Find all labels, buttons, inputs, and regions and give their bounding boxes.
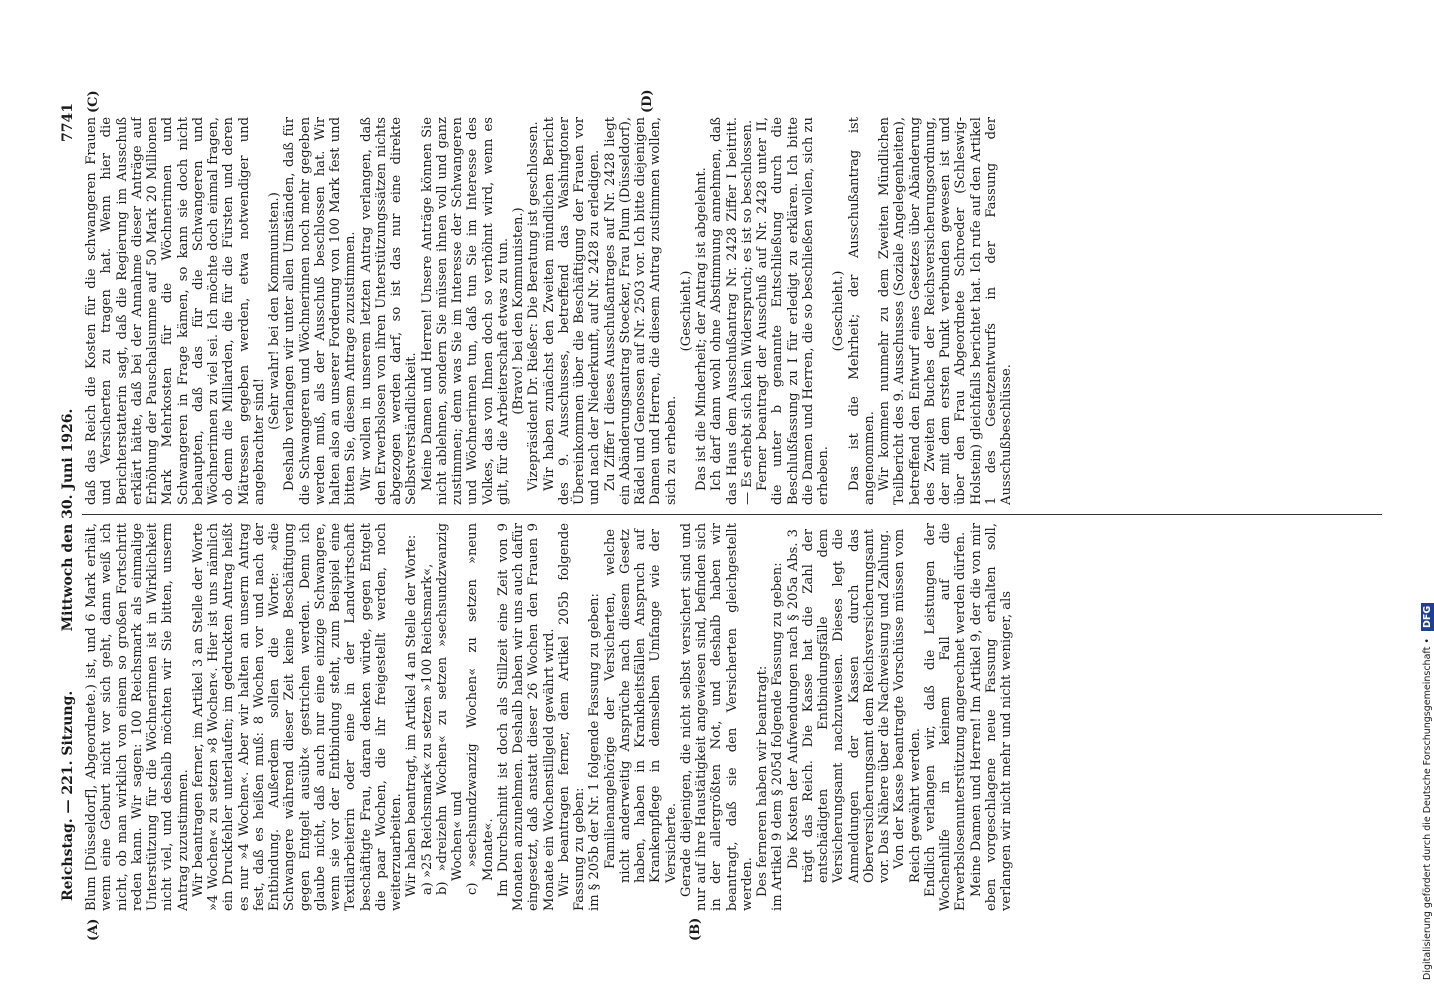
paragraph: daß das Reich die Kosten für die schwangeren Frauen und Versicherten zu tragen hat. Wenn hier die Berichterstatterin sagt, daß die Regierung im Ausschuß erklärt hätte, daß bei der Annahme dieser Anträge auf Erhöhung der Pauschalsumme auf 50 Mark 20 Millionen Mark Mehrkosten für die Wöchnerinnen und Schwangeren in Frage kämen, so kann sie doch nicht behaupten, daß das für die Schwangeren und Wöchnerinnen zu viel sei. Ich möchte doch einmal fragen, ob denn die Milliarden, die für die Fürsten und deren Mätressen gegeben werden, etwa notwendiger und angebrachter sind! bbox=[84, 117, 267, 505]
paragraph: Familienangehörige der Versicherten, welche nicht anderweitig Ansprüche nach diesem Gesetz haben, haben in Krankheitsfällen Anspruch auf Krankenpflege in demselben Umfange wie der Versicherte. bbox=[602, 529, 679, 883]
paragraph: im § 205b der Nr. 1 folgende Fassung zu geben: bbox=[587, 593, 603, 911]
paragraph: Deshalb verlangen wir unter allen Umständen, daß für die Schwangeren und Wöchnerinnen noch mehr gegeben werden muß, als der Ausschuß beschlossen hat. Wir halten also an unserer Forderung von 100 Mark fest und bitten Sie, diesem Antrage zuzustimmen. bbox=[282, 117, 359, 505]
paragraph: im Artikel 9 dem § 205d folgende Fassung zu geben: bbox=[770, 562, 786, 911]
dfg-logo: DFG bbox=[1421, 603, 1434, 631]
left-column bbox=[84, 523, 1384, 911]
right-column bbox=[84, 117, 1384, 505]
paragraph: (Sehr wahr! bei den Kommunisten.) bbox=[267, 192, 282, 430]
paragraph: c) »sechsundzwanzig Wochen« zu setzen »neun Monate«. bbox=[465, 523, 496, 895]
paragraph: Wir haben zunächst den Zweiten mündlichen Bericht des 9. Ausschusses, betreffend das Washingtoner Übereinkommen über die Beschäftigung der Frauen vor und nach der Niederkunft, auf Nr. 2428 zu erledigen. bbox=[541, 117, 603, 505]
digitization-text: Digitalisierung gefördert durch die Deutsche Forschungsgemeinschaft • bbox=[1422, 638, 1433, 980]
paragraph: (Geschieht.) bbox=[831, 270, 847, 352]
paragraph: Meine Damen und Herren! Im Artikel 9, der die von mir eben vorgeschlagene neue Fassung erhalten soll, verlangen wir nicht mehr und nicht weniger, als bbox=[968, 523, 1014, 911]
paragraph: Wir beantragen ferner, dem Artikel 205b folgende Fassung zu geben: bbox=[556, 523, 587, 911]
paragraph: Die Kosten der Aufwendungen nach § 205a Abs. 3 trägt das Reich. Die Kasse hat die Zahl der entschädigten Entbindungsfälle dem Versicherungsamt nachzuweisen. Dieses legt die Anmeldungen der Kassen durch das Oberversicherungsamt dem Reichsversicherungsamt vor. Das Nähere über die Nachweisung und Zahlung. bbox=[785, 529, 892, 883]
paragraph: Wir haben beantragt, im Artikel 4 an Stelle der Worte: bbox=[404, 534, 420, 897]
paragraph: (Bravo! bei den Kommunisten.) bbox=[511, 207, 526, 415]
header-left-text: Reichstag. — 221. Sitzung. bbox=[60, 690, 76, 901]
paragraph: Endlich verlangen wir, daß die Leistungen der Wochenhilfe in keinem Fall auf die Erwerbslosenunterstützung angerechnet werden dürfen. bbox=[922, 523, 969, 911]
digitization-note bbox=[1421, 20, 1434, 980]
paragraph: Ich darf dann wohl ohne Abstimmung annehmen, daß das Haus dem Ausschußantrag Nr. 2428 Ziffer I beitritt. — Es erhebt sich kein Widerspruch; es ist so beschlossen. bbox=[709, 117, 755, 505]
paragraph: a) »25 Reichsmark« zu setzen »100 Reichsmark«, bbox=[419, 563, 435, 895]
paragraph: (Geschieht.) bbox=[678, 270, 694, 352]
margin-mark-a: (A) bbox=[86, 918, 101, 941]
header-center: Mittwoch den 30. Juni 1926. bbox=[60, 408, 76, 632]
paragraph: Wir beantragen ferner, im Artikel 3 an Stelle der Worte »4 Wochen« zu setzen »8 Wochen«. Hier ist uns nämlich ein Druckfehler unterlaufen; im gedruckten Antrag heißt es nur »4 Wochen«. Aber wir halten an unserm Antrag fest, daß es heißen muß: 8 Wochen vor und nach der Entbindung. Außerdem sollen die Worte: »die Schwangere während dieser Zeit keine Beschäftigung gegen Entgelt ausübt« gestrichen werden. Denn ich glaube nicht, daß auch nur eine einzige Schwangere, wenn sie vor der Entbindung steht, zum Beispiel eine Textilarbeiterin oder eine in der Landwirtschaft beschäftigte Frau, daran denken würde, gegen Entgelt die paar Wochen, die ihr freigestellt werden, noch weiterzuarbeiten. bbox=[190, 523, 404, 911]
paragraph: Ferner beantragt der Ausschuß auf Nr. 2428 unter II, die unter b genannte Entschließung durch die Beschlußfassung zu I für erledigt zu erklären. Ich bitte die Damen und Herren, die so beschließen wollen, sich zu erheben. bbox=[755, 117, 831, 505]
paragraph: Des ferneren haben wir beantragt: bbox=[755, 665, 770, 897]
margin-mark-c: (C) bbox=[86, 90, 101, 113]
paragraph: Im Durchschnitt ist doch als Stillzeit eine Zeit von 9 Monaten anzunehmen. Deshalb haben wir uns auch dafür eingesetzt, daß anstatt dieser 26 Wochen den Frauen 9 Monate ein Wochenstillgeld gewährt wird. bbox=[495, 523, 557, 911]
paragraph: Wir wollen in unserem letzten Antrag verlangen, daß den Erwerbslosen von ihren Unterstützungssätzen nichts abgezogen werden darf, so ist das nur eine direkte Selbstverständlichkeit. bbox=[358, 117, 420, 505]
paragraph: Gerade diejenigen, die nicht selbst versichert sind und nur auf ihre Haustätigkeit angewiesen sind, befinden sich in der allergrößten Not, und deshalb haben wir beantragt, daß sie den Versicherten gleichgestellt werden. bbox=[678, 523, 755, 911]
paragraph: b) »dreizehn Wochen« zu setzen »sechsundzwanzig Wochen« und bbox=[434, 523, 465, 895]
margin-mark-b: (B) bbox=[688, 917, 703, 941]
paragraph: Meine Damen und Herren! Unsere Anträge können Sie nicht ablehnen, sondern Sie müssen ihnen voll und ganz zustimmen; denn was Sie im Interesse der Schwangeren und Wöchnerinnen tun, daß tun Sie im Interesse des Volkes, das von Ihnen doch so verhöhnt wird, wenn es gilt, für die Arbeiterschaft etwas zu tun. bbox=[419, 117, 511, 505]
paragraph: Blum [Düsseldorf], Abgeordnete.) ist, und 6 Mark erhält, wenn eine Geburt nicht vor sich geht, dann weiß ich nicht, ob man wirklich von einem so großen Fortschritt reden kann. Wir sagen: 100 Reichsmark als einmalige Unterstützung für die Wöchnerinnen ist in Wirklichkeit nicht viel, und deshalb möchten wir Sie bitten, unserm Antrag zuzustimmen. bbox=[84, 523, 191, 911]
paragraph: Zu Ziffer I dieses Ausschußantrages auf Nr. 2428 liegt ein Abänderungsantrag Stoecker, Frau Plum (Düsseldorf), Rädel und Genossen auf Nr. 2503 vor. Ich bitte diejenigen Damen und Herren, die diesem Antrag zustimmen wollen, sich zu erheben. bbox=[602, 117, 679, 505]
page-number: 7741 bbox=[60, 103, 76, 142]
paragraph: Das ist die Mehrheit; der Ausschußantrag ist angenommen. bbox=[846, 117, 877, 505]
document-page bbox=[60, 89, 1405, 945]
paragraph: Vizepräsident Dr. Rießer: Die Beratung ist geschlossen. bbox=[526, 121, 542, 491]
margin-mark-d: (D) bbox=[640, 89, 655, 113]
paragraph: Wir kommen nunmehr zu dem Zweiten Mündlichen Teilbericht des 9. Ausschusses (Soziale Angelegenheiten), betreffend den Entwurf eines Gesetzes über Abänderung des Zweiten Buches der Reichsversicherungsordnung, der mit dem ersten Punkt verbunden gewesen ist und über den Frau Abgeordnete Schroeder (Schleswig-Holstein) gleichfalls berichtet hat. Ich rufe auf den Artikel 1 des Gesetzentwurfs in der Fassung der Ausschußbeschlüsse. bbox=[877, 117, 1014, 505]
paragraph: Von der Kasse beantragte Vorschüsse müssen vom Reich gewährt werden. bbox=[892, 529, 923, 883]
page-header bbox=[60, 95, 78, 945]
paragraph: Das ist die Minderheit; der Antrag ist abgelehnt. bbox=[694, 167, 709, 491]
column-divider bbox=[82, 514, 1382, 515]
